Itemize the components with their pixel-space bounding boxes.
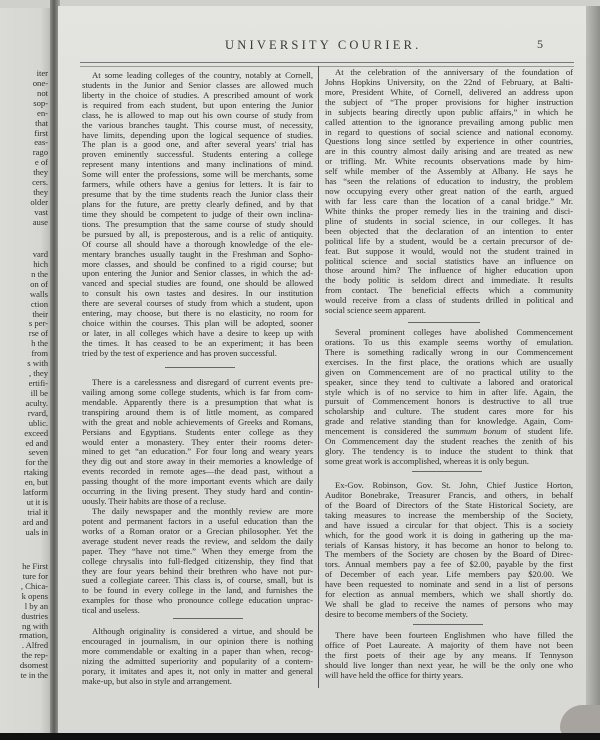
text-line: passing thought of the more important events which are daily [82,477,313,487]
text-line: upon entering the Junior and Senior classes, in which the ad- [82,269,313,279]
text-line: k opens [21,591,48,601]
text-line: events recorded in remote ages—the dead past, without a [82,467,313,477]
article-historical-society [325,481,573,620]
text-line: the times. It has ceased to be an experiment; it has been [82,338,313,348]
text-line: At some leading colleges of the country, notably at Cornell, [92,71,313,80]
running-head: UNIVERSITY COURIER. [225,38,422,52]
text-line: proven eminently successful. Students entering a college [82,150,313,160]
text-line: college chrysalis into full-fledged citizenship, they find that [82,556,313,566]
text-line: ertifi- [28,378,48,388]
previous-page-fragment [0,69,48,228]
text-line: social science seem apparent. [325,306,426,316]
text-line: Ex-Gov. Robinson, Gov. St. John, Chief Justice Horton, [335,481,573,490]
text-line: encouraged in journalism, in our opinion there is nothing [82,636,313,646]
text-line: now occupying every other great nation of the earth, argued [325,187,573,197]
text-line: ng with [22,621,48,631]
text-line: te in the [20,671,48,681]
text-line: vailing among some college students, which is far from com- [82,387,313,397]
text-line: rmation, [19,631,48,641]
text-line: to consult his own tastes and desires. In our institution [82,289,313,299]
text-line: office of Poet Laureate. A majority of them have not been [325,640,573,650]
article-elective-studies [82,71,313,359]
text-line: of the Board of Directors of the State Historical Society, are [325,500,573,510]
text-segment: mencement is considered the [325,427,446,437]
text-line: cers. [32,178,48,188]
text-line: trial it [27,507,48,517]
text-line: transpiring around them is of little moment, as compared [82,407,313,417]
text-line: for election as annual members, which we shall shortly do. [325,590,573,600]
text-line: Some will enter the professions, some will be merchants, some [82,170,313,180]
text-line: should live longer than next year, he will be the only one who [325,660,573,670]
text-line: uals in [25,527,48,537]
text-line: ture for [22,571,48,581]
text-line: rse of [28,329,48,339]
text-line: plans for the future, are pretty clearly defined, and by that [82,199,313,209]
text-line: s with [27,359,48,369]
article-current-events [82,378,313,507]
text-line: desire to become members of the Society. [325,609,468,619]
text-line: they are four years behind their brethren who have not pur- [82,566,313,576]
text-line: terials of Kansas history, it has become an honor to belong to. [325,540,573,550]
text-line: on of [30,279,48,289]
article-president-white-address [325,68,573,316]
text-line: On Commencement day the student reaches the zenith of his [325,437,573,447]
text-line: political life by a student, would be a certain precursor of de- [325,236,573,246]
text-line: , Chica- [20,581,48,591]
text-line: tors. Annual members pay a fee of $2.00, payable by the first [325,560,573,570]
text-line: represent many intentions and many inclinations of mind. [82,160,313,170]
text-line: We shall be glad to receive the names of persons who may [325,600,573,610]
previous-page-fragment [0,250,48,538]
text-line: that [35,118,48,128]
text-line: rago [32,148,48,158]
text-line: the body politic is seldom direct and immediate. It results [325,276,573,286]
text-line: ill be [30,388,48,398]
text-segment: of student life. [506,427,573,437]
text-line: more, President White, of Cornell, delivered an address upon [325,87,573,97]
text-line: scholarship and culture. The student cares more for his [325,407,573,417]
text-line: vast [34,207,48,217]
text-line: the first poets of their age by any means. If Tennyson [325,650,573,660]
text-line: rtaking [23,468,48,478]
text-line: has “seen the relations of education to industry, the problem [325,177,573,187]
text-line: s per- [28,319,48,329]
text-line: students in the Junior and Senior classes are allowed much [82,80,313,90]
text-line: latform [22,488,48,498]
text-line: be pursued by all, is preposterous, and is a relic of antiquity. [82,229,313,239]
page-edge [586,6,600,734]
text-line: with the great and noble achievements of Greeks and Romans, [82,417,313,427]
text-line: There is something radically wrong in our Commencement [325,347,573,357]
text-line: political science and social statistics have an influence on [325,256,573,266]
scan-border [0,733,600,740]
text-line: nizing the admitted superiority and popularity of a contem- [82,656,313,666]
text-line: have been requested to nominate and send in a list of persons [325,580,573,590]
text-line: e of [34,158,48,168]
text-line: examples for those who pronounce college education unprac- [82,596,313,606]
text-line: orations. To us this example seems worthy of emulation. [325,337,573,347]
text-line: and have issued a circular for that object. This is a society [325,520,573,530]
text-line: Of course all should have a thorough knowledge of the ele- [82,239,313,249]
text-line: ublic. [28,418,48,428]
previous-page-edge [0,8,50,734]
text-line: they [33,168,48,178]
text-line: grade and relative standing than for knowledge. Again, Com- [325,417,573,427]
text-line: sop- [33,98,48,108]
text-line: not [37,88,48,98]
text-line: . Alfred [21,641,48,651]
text-line: Persians and Egyptians. Students enter college as they [82,427,313,437]
text-line: in regard to questions of social science and national economy. [325,127,573,137]
page-number: 5 [537,37,543,51]
text-line: first [34,128,48,138]
text-line: dsomest [19,661,48,671]
text-line: the rep- [21,651,48,661]
text-line: with far less care than the location of a canal bridge.” Mr. [325,196,573,206]
text-line: walls [29,289,48,299]
text-line: those around him? The influence of higher education upon [325,266,573,276]
text-line: given on Commencement are of no practical utility to the [325,367,573,377]
text-line: more commendable or exalting in a paper than when, recog- [82,646,313,656]
text-line: sued a collegiate career. This class is, of course, small, but is [82,576,313,586]
text-line: The members of the Society are chosen by the Board of Direc- [325,550,573,560]
italic-phrase: summum bonum [445,427,507,437]
text-line: exceed [24,428,48,438]
text-line: vanced and special studies are found, one should be allowed [82,279,313,289]
text-line: to be found in every college in the land, and furnishes the [82,586,313,596]
text-line: one- [32,78,48,88]
article-commencement-orations [325,328,573,467]
text-line: speaker, since they tend to cultivate a labored and oratorical [325,377,573,387]
text-line: glory. The tendency is to induce the student to think that [325,447,573,457]
text-line: of December of each year. Life members pay $20.00. We [325,570,573,580]
article-poet-laureate [325,631,573,681]
text-line: ction [30,299,48,309]
text-line: The plan is a good one, and after several years' trial has [82,140,313,150]
column-rule [318,66,319,688]
text-line: ed and [25,438,48,448]
section-divider [165,367,235,368]
text-line: make-up, but also in style and arrangement. [82,676,232,686]
text-line: rvard, [27,408,48,418]
text-line: , they [28,369,48,379]
text-line: will have held the office for thirty years. [325,670,464,680]
text-line: the subject of “The proper provisions for higher instruction [325,97,573,107]
previous-page-fragment [0,562,48,681]
text-line: Auditor Bonebrake, Treasurer Francis, and others, in behalf [325,490,573,500]
text-line: Although originality is considered a virtue, and should be [92,627,313,636]
text-line: ard and [22,517,48,527]
text-line: uously. Their habits are those of a recluse. [82,497,226,507]
text-line: hich [33,259,48,269]
text-line: Johns Hopkins University, on the 22nd of February, at Balti- [325,77,573,87]
text-line: iter [36,69,48,78]
text-line: mentary branches usually taught in the Freshman and Sopho- [82,249,313,259]
text-line: tions. The presumption that the same course of study should [82,219,313,229]
text-line: class, he is allowed to map out his own course of study from [82,110,313,120]
text-line: older [30,197,48,207]
text-line: there are several courses of study from which a student, upon [82,299,313,309]
text-line: have limits, depending upon the logical sequence of studies. [82,130,313,140]
text-line: from [31,349,48,359]
text-line: exercises. In the first place, the orations which are usually [325,357,573,367]
text-line: paper. They “have not time.” When they emerge from the [82,546,313,556]
text-line: vard [32,250,48,259]
text-line: dustries [21,611,48,621]
text-line: There is a carelessness and disregard of current events pre- [92,378,313,387]
text-line: self while member of the Assembly at Albany. He says he [325,167,573,177]
text-line: he First [22,562,48,571]
text-line: n the [31,269,48,279]
text-line: more classes, and should be confined to a rigid course; but [82,259,313,269]
text-line: the various branches taught. This course must, of necessity, [82,120,313,130]
text-line: At the celebration of the anniversary of the foundation of [335,68,573,77]
text-line: for the [25,458,48,468]
text-line: ut it is [26,498,48,508]
text-line: are in this country almost daily arising and are treated as new [325,147,573,157]
text-line: mendable. Apparently there is a presumption that what is [82,397,313,407]
text-line: seven [28,448,48,458]
header-rule [80,62,574,67]
text-line: White thinks the proper remedy lies in the training and disci- [325,206,573,216]
text-line: h the [31,339,48,349]
section-divider [408,322,480,323]
article-originality [82,627,313,687]
section-divider [173,618,243,619]
section-divider [413,624,483,625]
text-line: which, for the good work it is doing in gathering up the ma- [325,530,573,540]
text-line: tried by the test of experience and has proven successful. [82,348,277,358]
text-line: their [32,309,48,319]
text-line: aculty. [25,398,48,408]
text-line: they [33,188,48,198]
text-line: occurring in the living present. They study hard and contin- [82,487,313,497]
text-line: potent and permanent factors in a useful education than the [82,516,313,526]
text-line: would receive from a class of students drilled in political and [325,296,573,306]
text-line: or trifling. Mr. White recounts observations made by him- [325,157,573,167]
text-line [325,427,573,437]
text-line: time they should be competent to judge of their own inclina- [82,209,313,219]
text-line: some great work is accomplished, whereas it is only begun. [325,456,529,466]
text-line: would enter a monastery. They enter their rooms deter- [82,437,313,447]
text-line: style which is of no service to him in after life. Again, the [325,387,573,397]
text-line: mined to get “an education.” For four long and weary years [82,447,313,457]
text-line: or later, in all colleges which have a desire to keep up with [82,328,313,338]
text-line: farmers, while others have a genius for letters. It is fair to [82,180,313,190]
text-line: en, but [24,478,48,488]
text-line: l by an [24,601,48,611]
text-line: entering, may choose, but there is no elasticity, no room for [82,309,313,319]
text-line: choice within the courses. This plan will be adopted, sooner [82,319,313,329]
text-line: taking measures to increase the membership of the Society, [325,510,573,520]
text-line: pursuit of Commencement honors is destructive to all true [325,397,573,407]
text-line: is required from each student, but upon entering the Junior [82,100,313,110]
article-newspaper [82,507,313,616]
text-line: in subjects bearing directly upon public affairs,” in which he [325,107,573,117]
text-line: feat. But suppose it would, would not the student trained in [325,246,573,256]
text-line: eas- [34,138,48,148]
text-line: The daily newspaper and the monthly review are more [92,507,313,516]
text-line: ause [32,217,48,227]
text-line: Several prominent colleges have abolished Commencement [335,328,573,337]
text-line: There have been fourteen Englishmen who have filled the [335,631,573,640]
text-line: tical and useless. [82,606,140,616]
text-line: called attention to the ignorance prevailing among public men [325,117,573,127]
text-line: Questions long since settled by experience in other countries, [325,137,573,147]
section-divider [412,471,482,472]
text-line: en- [37,108,48,118]
text-line: pline of students in social science, in our colleges. It has [325,216,573,226]
text-line: average student never reads the review, and seldom the daily [82,536,313,546]
text-line: porary, it imitates and apes it, not only in matter and general [82,666,313,676]
text-line: they dig out and store away in their memories a knowledge of [82,457,313,467]
text-line: liberty in the choice of studies. A prescribed amount of work [82,90,313,100]
text-line: from contact. The beneficial effects which a community [325,286,573,296]
text-line: works of a Roman orator or a Grecian philosopher. Yet the [82,526,313,536]
text-line: presume that by the time students reach the Junior class their [82,190,313,200]
text-line: been objected that the declaration of an intention to enter [325,226,573,236]
